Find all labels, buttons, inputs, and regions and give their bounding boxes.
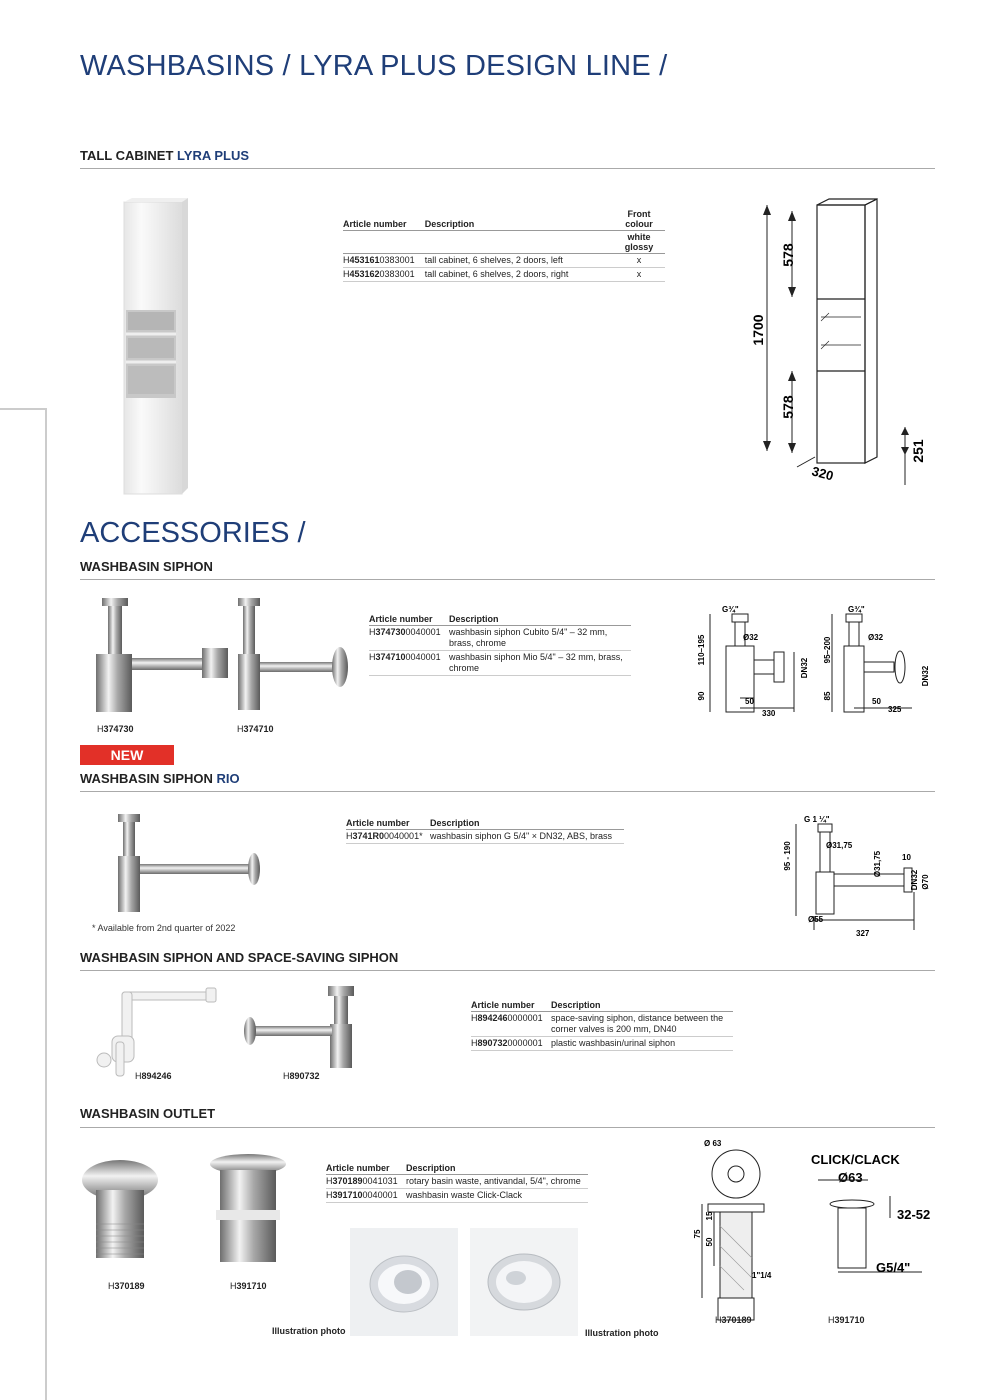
dim-g: G5/4" <box>876 1260 911 1275</box>
blank-cell <box>425 231 619 254</box>
siphon-table <box>369 613 631 676</box>
dim-d55: Ø55 <box>808 915 824 924</box>
table-row <box>343 254 665 268</box>
dim-d1: Ø31,75 <box>826 841 853 850</box>
col-description: Description <box>425 208 619 231</box>
siphon-rio-heading <box>80 771 240 786</box>
plastic-siphon-photo <box>236 984 366 1070</box>
siphon-mio-photo <box>232 596 357 716</box>
illustration-photo-click-clack <box>470 1228 578 1336</box>
col-white-glossy: white glossy <box>619 231 665 254</box>
description: tall cabinet, 6 shelves, 2 doors, right <box>425 268 619 282</box>
tall-cabinet-drawing <box>745 195 935 490</box>
dim-h1: 75 <box>693 1229 702 1239</box>
description: tall cabinet, 6 shelves, 2 doors, left <box>425 254 619 268</box>
illustration-photo-rotary <box>350 1228 458 1336</box>
heading-text: WASHBASIN SIPHON <box>80 771 213 786</box>
dim-dn: DN32 <box>921 665 930 687</box>
article-number: H3747100040001 <box>369 651 449 676</box>
dim-w2: 325 <box>888 705 902 714</box>
dim-d2: Ø31,75 <box>873 850 882 878</box>
siphon-mio-drawing <box>818 600 935 722</box>
dim-d: Ø32 <box>868 633 884 642</box>
dim-upper: 578 <box>780 243 796 267</box>
dim-h2: 50 <box>705 1237 714 1247</box>
space-saving-table <box>471 999 733 1051</box>
section-rule <box>80 1127 935 1128</box>
section-rule <box>80 970 935 971</box>
siphon-rio-table <box>346 817 624 844</box>
illustration-label: Illustration photo <box>585 1328 659 1338</box>
col-article: Article number <box>346 817 430 830</box>
availability-mark: x <box>619 268 665 282</box>
outlet-table <box>326 1162 588 1203</box>
dim-range: 32-52 <box>897 1207 931 1222</box>
availability-mark: x <box>619 254 665 268</box>
tall-cabinet-photo <box>118 198 193 496</box>
col-description: Description <box>430 817 624 830</box>
dim-g: G 1 ¼" <box>804 815 830 824</box>
dim-h2: 90 <box>697 691 706 701</box>
product-label: H374710 <box>237 724 274 734</box>
description: washbasin siphon Mio 5/4" – 32 mm, brass, chrome <box>449 651 631 676</box>
dim-g: G¾" <box>848 605 865 614</box>
description: washbasin waste Click-Clack <box>406 1189 588 1203</box>
heading-highlight: LYRA PLUS <box>177 148 250 163</box>
section-rule <box>80 168 935 169</box>
table-row <box>326 1189 588 1203</box>
page-title: WASHBASINS / LYRA PLUS DESIGN LINE / <box>80 50 668 82</box>
heading-highlight: RIO <box>216 771 240 786</box>
availability-footnote: * Available from 2nd quarter of 2022 <box>92 923 236 933</box>
dim-h3: 15 <box>705 1211 714 1221</box>
table-row <box>326 1175 588 1189</box>
rotary-waste-drawing <box>690 1136 785 1328</box>
product-label: H894246 <box>135 1071 172 1081</box>
table-row <box>343 268 665 282</box>
dim-w2: 330 <box>762 709 776 718</box>
table-row <box>369 626 631 651</box>
section-rule <box>80 579 935 580</box>
siphon-heading: WASHBASIN SIPHON <box>80 559 213 574</box>
description: space-saving siphon, distance between the corner valves is 200 mm, DN40 <box>551 1012 733 1037</box>
col-description: Description <box>406 1162 588 1175</box>
dim-lower: 578 <box>780 395 796 419</box>
article-number: H8942460000001 <box>471 1012 551 1037</box>
table-row <box>471 1012 733 1037</box>
product-label: H370189 <box>108 1281 145 1291</box>
rotary-waste-photo <box>80 1154 160 1266</box>
dim-depth: 251 <box>910 439 926 463</box>
illustration-label: Illustration photo <box>272 1326 346 1336</box>
space-saving-siphon-photo <box>92 986 222 1078</box>
new-badge: NEW <box>80 745 174 765</box>
col-description: Description <box>551 999 733 1012</box>
description: washbasin siphon G 5/4" × DN32, ABS, brass <box>430 830 624 844</box>
product-label: H374730 <box>97 724 134 734</box>
siphon-cubito-photo <box>90 596 240 716</box>
blank-cell <box>343 231 425 254</box>
product-label: H391710 <box>230 1281 267 1291</box>
description: rotary basin waste, antivandal, 5/4", chrome <box>406 1175 588 1189</box>
drawing-label: H391710 <box>828 1315 865 1325</box>
article-number: H3701890041031 <box>326 1175 406 1189</box>
siphon-rio-photo <box>104 812 269 914</box>
col-article: Article number <box>326 1162 406 1175</box>
product-label: H890732 <box>283 1071 320 1081</box>
dim-h: 95 - 190 <box>783 841 792 871</box>
dim-d70: Ø70 <box>921 874 930 890</box>
col-description: Description <box>449 613 631 626</box>
dim-g: G¾" <box>722 605 739 614</box>
col-front-colour: Front colour <box>619 208 665 231</box>
col-article: Article number <box>471 999 551 1012</box>
article-number: H3741R00040001* <box>346 830 430 844</box>
article-number: H4531610383001 <box>343 254 425 268</box>
dim-dn: DN32 <box>800 657 809 679</box>
article-number: H3747300040001 <box>369 626 449 651</box>
dim-w1: 50 <box>872 697 881 706</box>
dim-d: Ø 63 <box>704 1139 722 1148</box>
dim-h1: 95–200 <box>823 636 832 664</box>
tall-cabinet-table <box>343 208 665 282</box>
click-clack-waste-photo <box>206 1152 290 1270</box>
table-row <box>471 1037 733 1051</box>
col-article: Article number <box>369 613 449 626</box>
siphon-rio-drawing <box>778 812 935 942</box>
siphon-cubito-drawing <box>690 600 815 722</box>
outlet-heading: WASHBASIN OUTLET <box>80 1106 216 1121</box>
dim-w1: 50 <box>745 697 754 706</box>
dim-h2: 85 <box>823 691 832 701</box>
dim-w: 327 <box>856 929 870 938</box>
dim-height: 1700 <box>750 314 766 346</box>
description: plastic washbasin/urinal siphon <box>551 1037 733 1051</box>
col-article: Article number <box>343 208 425 231</box>
tall-cabinet-heading <box>80 148 249 163</box>
dim-thread: 1"1/4 <box>752 1271 772 1280</box>
article-number: H8907320000001 <box>471 1037 551 1051</box>
drawing-title: CLICK/CLACK <box>811 1152 900 1167</box>
table-row <box>369 651 631 676</box>
dim-ten: 10 <box>902 853 911 862</box>
heading-text: TALL CABINET <box>80 148 174 163</box>
drawing-label: H370189 <box>715 1315 752 1325</box>
dim-dn: DN32 <box>910 869 919 891</box>
page-margin-line <box>0 408 47 1400</box>
table-row <box>346 830 624 844</box>
click-clack-drawing <box>808 1150 935 1282</box>
space-saving-heading: WASHBASIN SIPHON AND SPACE-SAVING SIPHON <box>80 950 399 965</box>
description: washbasin siphon Cubito 5/4" – 32 mm, brass, chrome <box>449 626 631 651</box>
article-number: H4531620383001 <box>343 268 425 282</box>
dim-width: 320 <box>810 463 836 484</box>
dim-d: Ø32 <box>743 633 759 642</box>
section-rule <box>80 791 935 792</box>
article-number: H3917100040001 <box>326 1189 406 1203</box>
accessories-title: ACCESSORIES / <box>80 517 306 549</box>
dim-h1: 110–195 <box>697 634 706 666</box>
dim-d: Ø63 <box>838 1170 863 1185</box>
